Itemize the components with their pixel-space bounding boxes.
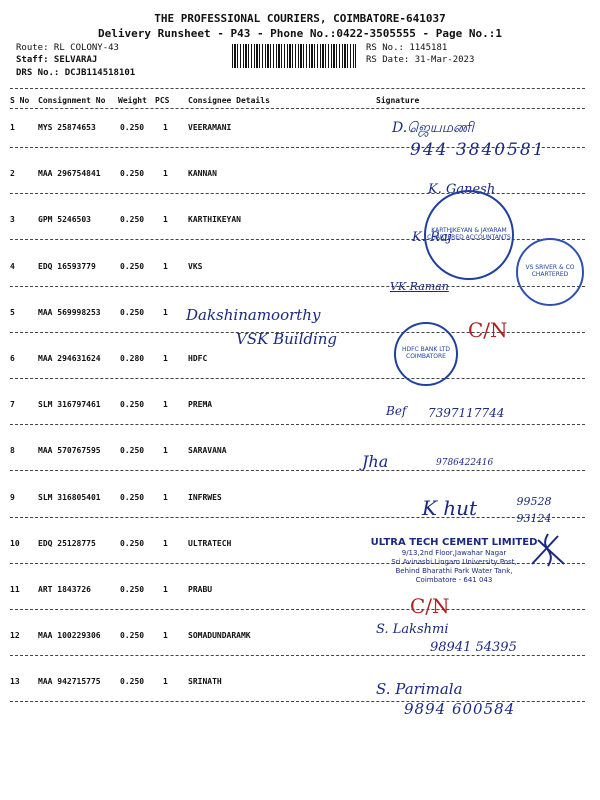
row-10-sno: 10 [10, 538, 20, 548]
row-2-cn: MAA 296754841 [38, 169, 101, 179]
row-12-wt: 0.250 [120, 631, 145, 641]
runsheet-title: THE PROFESSIONAL COURIERS, COIMBATORE-641037 [154, 12, 446, 25]
row-divider [10, 378, 585, 379]
row-2-name: KANNAN [188, 169, 217, 179]
row-8-wt: 0.250 [120, 446, 145, 456]
row-divider [10, 193, 585, 194]
header-rule [10, 88, 585, 89]
row-9-sno: 9 [10, 492, 15, 502]
row-2-wt: 0.250 [120, 169, 145, 179]
row-8-pcs: 1 [163, 446, 168, 456]
row-4-wt: 0.250 [120, 261, 145, 271]
row-3-pcs: 1 [163, 215, 168, 225]
row-5-cn: MAA 569998253 [38, 307, 101, 317]
signature-8: Jha [362, 452, 389, 471]
handwritten-note-5a: Dakshinamoorthy [186, 306, 321, 324]
row-divider [10, 655, 585, 656]
signature-9: K hut [422, 496, 478, 520]
row-1-pcs: 1 [163, 123, 168, 132]
row-9-cn: SLM 316805401 [38, 492, 101, 502]
row-11-name: PRABU [188, 585, 213, 594]
row-5-sno: 5 [10, 307, 15, 317]
row-5-wt: 0.250 [120, 307, 145, 317]
rs-number: RS No.: 1145181 [366, 43, 448, 53]
row-10-pcs: 1 [163, 538, 168, 548]
signature-7: Bef [386, 404, 407, 418]
signature-3: K. Raj [412, 230, 452, 245]
signature-10 [528, 530, 568, 570]
row-11-sno: 11 [10, 585, 20, 594]
chartered-stamp [516, 238, 584, 306]
row-5-pcs: 1 [163, 307, 168, 317]
handwritten-signature-4: VK Raman [390, 280, 449, 293]
col-weight-header: Weight [118, 96, 147, 105]
handwritten-number-9: 99528 93124 [516, 495, 552, 525]
row-6-pcs: 1 [163, 354, 168, 363]
rs-date: RS Date: 31-Mar-2023 [366, 55, 475, 65]
row-4-name: VKS [188, 261, 203, 271]
cn-mark-11: C/N [410, 594, 450, 618]
row-2-sno: 2 [10, 169, 15, 179]
row-11-cn: ART 1843726 [38, 585, 91, 594]
row-8-name: SARAVANA [188, 446, 227, 456]
handwritten-number-8: 9786422416 [436, 458, 494, 468]
header-rule-bottom [10, 108, 585, 109]
row-divider [10, 424, 585, 425]
row-6-cn: MAA 294631624 [38, 354, 101, 363]
row-7-cn: SLM 316797461 [38, 400, 101, 410]
drs-number: DRS No.: DCJB114518101 [16, 68, 136, 78]
row-13-cn: MAA 942715775 [38, 677, 101, 687]
row-8-cn: MAA 570767595 [38, 446, 101, 456]
signature-1: D.ஜெயமணி [392, 120, 474, 136]
signature-13: S. Parimala [376, 680, 463, 698]
col-consignee-header: Consignee Details [188, 96, 270, 105]
row-9-wt: 0.250 [120, 492, 145, 502]
row-4-sno: 4 [10, 261, 15, 271]
row-3-sno: 3 [10, 215, 15, 225]
row-13-pcs: 1 [163, 677, 168, 687]
row-1-cn: MYS 25874653 [38, 123, 96, 132]
handwritten-phone-13: 9894 600584 [404, 700, 516, 718]
hdfc-stamp [394, 322, 458, 386]
row-2-pcs: 1 [163, 169, 168, 179]
row-13-sno: 13 [10, 677, 20, 687]
row-4-cn: EDQ 16593779 [38, 261, 96, 271]
ultratech-stamp-name: ULTRA TECH CEMENT LIMITED [370, 537, 538, 548]
ultratech-stamp-line3: Behind Bharathi Park Water Tank, [395, 567, 513, 576]
hdfc-stamp-text: HDFC BANK LTD COIMBATORE [401, 346, 451, 360]
row-10-cn: EDQ 25128775 [38, 538, 96, 548]
chartered-stamp-text: VS SRIVER & CO CHARTERED [525, 264, 575, 278]
row-12-sno: 12 [10, 631, 20, 641]
row-9-pcs: 1 [163, 492, 168, 502]
row-6-name: HDFC [188, 354, 208, 363]
ultratech-stamp-line1: 9/13,2nd Floor,Jawahar Nagar [401, 549, 507, 557]
row-6-wt: 0.280 [120, 354, 145, 363]
row-12-pcs: 1 [163, 631, 168, 641]
row-4-pcs: 1 [163, 261, 168, 271]
handwritten-phone-7: 7397117744 [428, 406, 505, 420]
row-7-wt: 0.250 [120, 400, 145, 410]
row-7-pcs: 1 [163, 400, 168, 410]
runsheet-subtitle: Delivery Runsheet - P43 - Phone No.:0422-3505555 - Page No.:1 [98, 27, 502, 40]
ultratech-stamp-line2: Sri Avinashi Lingam University Post, [391, 558, 517, 567]
row-13-name: SRINATH [188, 677, 222, 687]
karthikeyan-stamp [424, 190, 514, 280]
karthikeyan-stamp-text: KARTHIKEYAN & JAYARAM CHARTERED ACCOUNTANTS [427, 227, 511, 241]
row-1-name: VEERAMANI [188, 123, 232, 132]
row-1-sno: 1 [10, 123, 15, 132]
row-3-wt: 0.250 [120, 215, 145, 225]
row-11-pcs: 1 [163, 585, 168, 594]
row-7-name: PREMA [188, 400, 213, 410]
row-3-name: KARTHIKEYAN [188, 215, 241, 225]
row-11-wt: 0.250 [120, 585, 145, 594]
row-3-cn: GPM 5246503 [38, 215, 91, 225]
staff-label: Staff: SELVARAJ [16, 55, 98, 65]
row-6-sno: 6 [10, 354, 15, 363]
cn-mark-6: C/N [468, 318, 508, 342]
col-pcs-header: PCS [155, 96, 170, 105]
row-divider [10, 517, 585, 518]
handwritten-note-5b: VSK Building [236, 330, 338, 348]
row-10-wt: 0.250 [120, 538, 145, 548]
handwritten-phone-1: 944 3840581 [410, 140, 546, 160]
col-signature-header: Signature [376, 96, 420, 105]
ultratech-stamp-line4: Coimbatore - 641 043 [415, 576, 493, 585]
row-7-sno: 7 [10, 400, 15, 410]
ultratech-stamp [368, 536, 540, 585]
row-10-name: ULTRATECH [188, 538, 232, 548]
route-label: Route: RL COLONY-43 [16, 43, 119, 53]
row-divider [10, 609, 585, 610]
row-8-sno: 8 [10, 446, 15, 456]
col-sno-header: S No [10, 96, 30, 105]
col-consignment-header: Consignment No [38, 96, 106, 105]
row-1-wt: 0.250 [120, 123, 145, 132]
row-9-name: INFRWES [188, 492, 222, 502]
signature-12: S. Lakshmi [376, 622, 449, 637]
signature-2: K. Ganesh [428, 182, 496, 197]
row-12-name: SOMADUNDARAMK [188, 631, 251, 641]
row-12-cn: MAA 100229306 [38, 631, 101, 641]
handwritten-phone-12: 98941 54395 [430, 640, 517, 655]
row-divider [10, 470, 585, 471]
barcode [232, 44, 356, 68]
row-13-wt: 0.250 [120, 677, 145, 687]
row-divider [10, 286, 585, 287]
